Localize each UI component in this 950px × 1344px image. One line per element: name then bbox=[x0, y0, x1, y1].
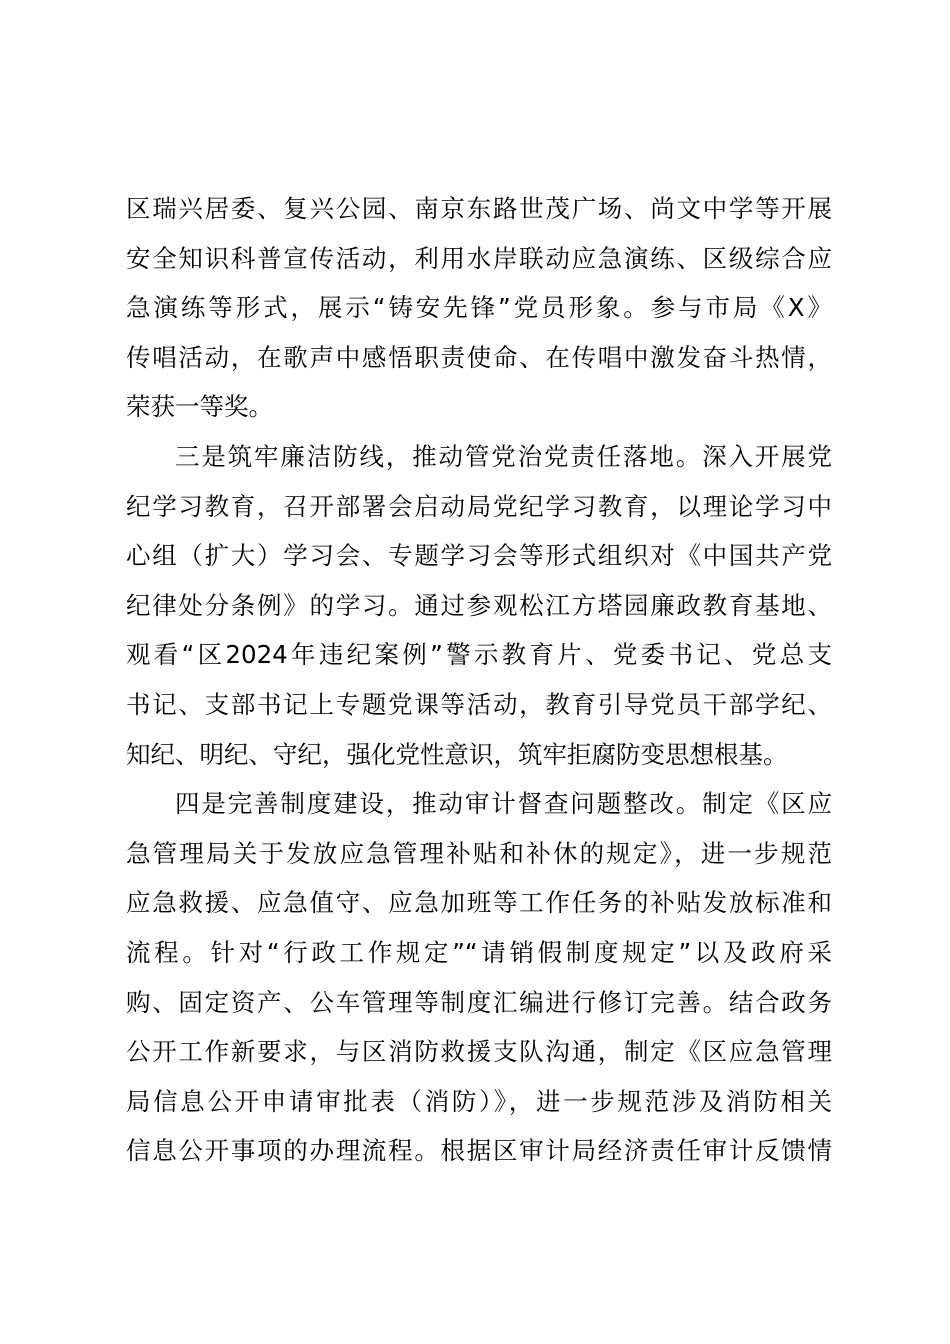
text-line: 三是筑牢廉洁防线，推动管党治党责任落地。深入开展党 bbox=[175, 441, 832, 471]
text-line: 知纪、明纪、守纪，强化党性意识，筑牢拒腐防变思想根基。 bbox=[126, 739, 788, 769]
text-line: 传唱活动，在歌声中感悟职责使命、在传唱中激发奋斗热情， bbox=[126, 342, 832, 372]
paragraph-2 bbox=[126, 432, 832, 779]
text-line: 安全知识科普宣传活动，利用水岸联动应急演练、区级综合应 bbox=[126, 243, 832, 273]
text-line: 公开工作新要求，与区消防救援支队沟通，制定《区应急管理 bbox=[126, 1037, 832, 1067]
text-line: 购、固定资产、公车管理等制度汇编进行修订完善。结合政务 bbox=[126, 987, 832, 1017]
text-line: 荣获一等奖。 bbox=[126, 392, 273, 422]
text-line: 四是完善制度建设，推动审计督查问题整改。制定《区应 bbox=[175, 789, 832, 819]
text-line: 纪律处分条例》的学习。通过参观松江方塔园廉政教育基地、 bbox=[126, 590, 832, 620]
text-line: 急管理局关于发放应急管理补贴和补休的规定》，进一步规范 bbox=[126, 838, 832, 868]
text-line: 局信息公开申请审批表（消防）》，进一步规范涉及消防相关 bbox=[126, 1086, 832, 1116]
paragraph-1 bbox=[126, 184, 832, 432]
paragraph-3 bbox=[126, 779, 832, 1176]
text-line: 纪学习教育，召开部署会启动局党纪学习教育，以理论学习中 bbox=[126, 491, 832, 521]
document-body bbox=[126, 184, 832, 1176]
text-line: 心组（扩大）学习会、专题学习会等形式组织对《中国共产党 bbox=[126, 541, 832, 571]
text-line: 观看“区2024年违纪案例”警示教育片、党委书记、党总支 bbox=[126, 640, 832, 670]
text-line: 区瑞兴居委、复兴公园、南京东路世茂广场、尚文中学等开展 bbox=[126, 194, 832, 223]
text-line: 急演练等形式，展示“铸安先锋”党员形象。参与市局《X》 bbox=[126, 293, 832, 323]
text-line: 流程。针对“行政工作规定”“请销假制度规定”以及政府采 bbox=[126, 937, 832, 967]
text-line: 书记、支部书记上专题党课等活动，教育引导党员干部学纪、 bbox=[126, 689, 832, 719]
text-line: 应急救援、应急值守、应急加班等工作任务的补贴发放标准和 bbox=[126, 888, 832, 918]
text-line: 信息公开事项的办理流程。根据区审计局经济责任审计反馈情 bbox=[126, 1136, 832, 1166]
